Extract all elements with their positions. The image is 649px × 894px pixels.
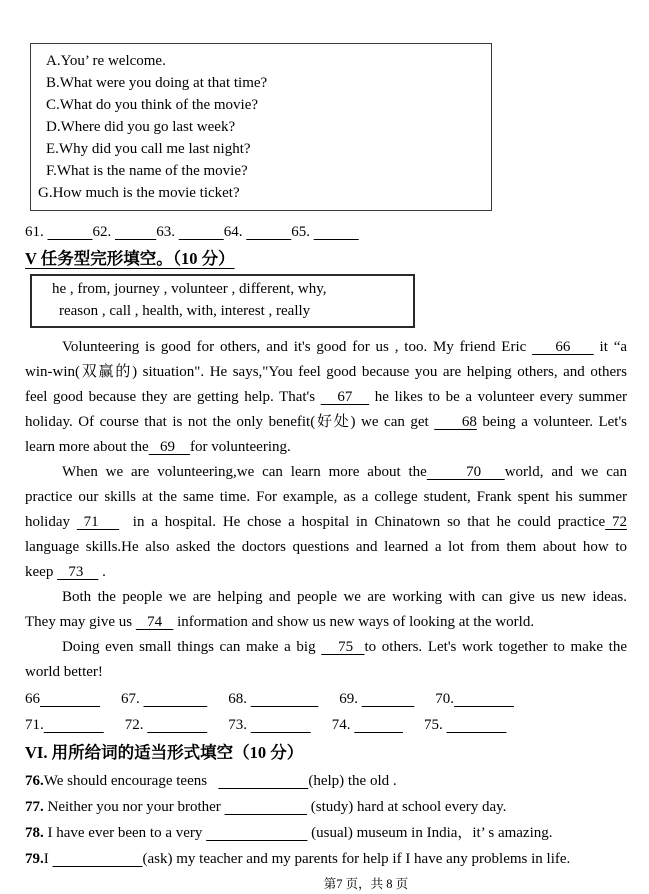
answer-number: 68. — [228, 691, 251, 707]
answer-number: 63. — [156, 224, 179, 240]
text-run: world better! — [25, 664, 103, 680]
passage-line — [25, 635, 627, 660]
passage-line — [25, 410, 627, 435]
answer-slot — [93, 224, 157, 240]
answer-slot — [224, 224, 292, 240]
answer-row — [25, 713, 627, 739]
passage-line — [25, 535, 627, 560]
answer-slot — [156, 224, 224, 240]
fill-blank: 66 — [532, 339, 594, 355]
answer-number: 75. — [424, 716, 447, 733]
text-run: . — [98, 564, 106, 580]
passage-line — [25, 460, 627, 485]
fill-blank: 70 — [426, 464, 505, 480]
fill-blank: 68 — [434, 414, 477, 430]
text-run: it “a — [593, 339, 628, 355]
answer-slot — [25, 687, 100, 713]
fill-blank: 73 — [57, 564, 99, 580]
word-bank-line-1: he , from, journey , volunteer , different, why, — [52, 281, 327, 297]
text-run: I — [43, 851, 53, 867]
option-line-g: G.How much is the movie ticket? — [38, 185, 240, 201]
answer-slot — [125, 713, 208, 739]
question-line — [25, 768, 627, 794]
passage — [25, 335, 627, 685]
option-line-a: A.You’ re welcome. — [46, 53, 166, 69]
answer-slot — [339, 687, 414, 713]
text-run: feel good because they are getting help. That's — [25, 389, 321, 405]
text-run: Volunteering is good for others, and it's good for us , too. My friend Eric — [62, 339, 533, 355]
question-number: 77. — [25, 799, 44, 815]
answer-blank — [354, 717, 403, 733]
fill-blank — [218, 773, 308, 789]
passage-line — [25, 560, 627, 585]
fill-blank: 71 — [76, 514, 120, 530]
answer-number: 72. — [124, 716, 148, 733]
fill-blank — [53, 851, 143, 867]
section-v-heading-text: V 任务型完形填空。（10 分） — [25, 249, 235, 268]
answer-slot — [121, 687, 207, 713]
option-line-e: E.Why did you call me last night? — [46, 141, 251, 157]
text-run: holiday. Of course that is not the only benefit(好处) we can get — [25, 414, 435, 430]
answer-blank — [44, 717, 104, 733]
text-run: practice our skills at the same time. For example, as a college student, Frank spent his summer — [25, 489, 627, 505]
question-line — [25, 794, 627, 820]
passage-line — [25, 610, 627, 635]
fill-blank — [225, 799, 308, 815]
answer-number: 64. — [223, 224, 247, 240]
word-bank-box — [30, 274, 415, 328]
text-run: being a volunteer. Let's — [476, 414, 628, 430]
options-list — [30, 43, 492, 211]
option-line-b: B.What were you doing at that time? — [46, 75, 268, 91]
answer-number: 69. — [339, 691, 362, 707]
answer-number: 74. — [331, 716, 355, 733]
text-run: When we are volunteering,we can learn more about the — [62, 464, 427, 480]
passage-line — [25, 435, 627, 460]
passage-line — [25, 360, 627, 385]
fill-blank: 72 — [605, 514, 627, 530]
answer-blank — [147, 717, 207, 733]
text-run: to others. Let's work together to make the — [364, 639, 628, 655]
fill-blank — [206, 825, 307, 841]
answer-blank — [40, 691, 100, 707]
answer-number: 70. — [435, 691, 454, 707]
section-vi-heading-text: VI. 用所给词的适当形式填空（10 分） — [25, 743, 304, 762]
page-footer: 第7 页，共 8 页 — [323, 877, 409, 891]
answer-blank — [251, 717, 311, 733]
answer-number: 73. — [228, 716, 251, 733]
answer-number: 71. — [25, 716, 44, 733]
passage-line — [25, 485, 627, 510]
text-run: information and show us new ways of looking at the world. — [173, 614, 535, 630]
text-run: Both the people we are helping and people we are working with can give us new ideas. — [62, 589, 627, 605]
question-line — [25, 846, 627, 872]
answer-blank — [48, 224, 93, 240]
text-run: learn more about the — [25, 439, 149, 455]
answer-rows-66-75 — [25, 687, 627, 738]
answer-row-61-65 — [25, 220, 627, 244]
option-line-c: C.What do you think of the movie? — [46, 97, 259, 113]
option-line-d: D.Where did you go last week? — [46, 119, 236, 135]
answer-slot — [424, 713, 507, 739]
answer-blank — [314, 224, 359, 240]
answer-slot — [291, 224, 359, 240]
answer-blank — [144, 691, 208, 707]
text-run: he likes to be a volunteer every summer — [369, 389, 627, 405]
passage-line — [25, 385, 627, 410]
text-run: (help) the old . — [308, 773, 397, 789]
fill-blank: 67 — [320, 389, 370, 405]
answer-number: 66 — [25, 691, 40, 707]
option-line-f: F.What is the name of the movie? — [46, 163, 248, 179]
questions-list — [25, 768, 627, 872]
text-run: language skills.He also asked the doctors questions and learned a lot from them about how to — [25, 539, 627, 555]
answer-number: 65. — [291, 224, 314, 240]
text-run: in a hospital. He chose a hospital in Chinatown so that he could practice — [119, 514, 606, 530]
fill-blank: 69 — [148, 439, 190, 455]
answer-slot — [25, 224, 93, 240]
answer-blank — [447, 717, 507, 733]
text-run: (usual) museum in India，it’ s amazing. — [307, 825, 553, 841]
section-v-heading — [25, 247, 627, 271]
text-run: We should encourage teens — [43, 773, 219, 789]
answer-slot — [228, 713, 311, 739]
text-run: keep — [25, 564, 58, 580]
answer-blank — [251, 691, 319, 707]
text-run: Doing even small things can make a big — [62, 639, 322, 655]
passage-line — [25, 510, 627, 535]
passage-line — [25, 660, 627, 685]
answer-number: 62. — [92, 224, 115, 240]
answer-blank — [362, 691, 415, 707]
answer-blank — [454, 691, 514, 707]
fill-blank: 75 — [321, 639, 365, 655]
text-run: for volunteering. — [189, 439, 291, 455]
fill-blank: 74 — [135, 614, 174, 630]
question-number: 79. — [25, 851, 44, 867]
answer-number: 67. — [121, 691, 144, 707]
answer-blank — [246, 224, 291, 240]
question-number: 76. — [25, 773, 44, 789]
answer-slot — [228, 687, 318, 713]
text-run: They may give us — [25, 614, 136, 630]
text-run: (study) hard at school every day. — [307, 799, 507, 815]
answer-row — [25, 687, 627, 713]
word-bank-line-2: reason , call , health, with, interest , really — [59, 303, 311, 319]
text-run: I have ever been to a very — [43, 825, 207, 841]
question-number: 78. — [25, 825, 44, 841]
answer-slot — [332, 713, 403, 739]
answer-slot — [435, 687, 514, 713]
answer-number: 61. — [25, 224, 48, 240]
text-run: world, and we can — [504, 464, 628, 480]
passage-line — [25, 585, 627, 610]
answer-blank — [115, 224, 156, 240]
question-line — [25, 820, 627, 846]
text-run: Neither you nor your brother — [43, 799, 225, 815]
section-vi-heading — [25, 741, 627, 765]
text-run: win-win(双赢的) situation". He says,"You feel good because you are helping others, and others — [25, 364, 627, 380]
passage-line — [25, 335, 627, 360]
answer-blank — [179, 224, 224, 240]
text-run: (ask) my teacher and my parents for help if I have any problems in life. — [142, 851, 571, 867]
answer-slot — [25, 713, 104, 739]
text-run: holiday — [25, 514, 77, 530]
